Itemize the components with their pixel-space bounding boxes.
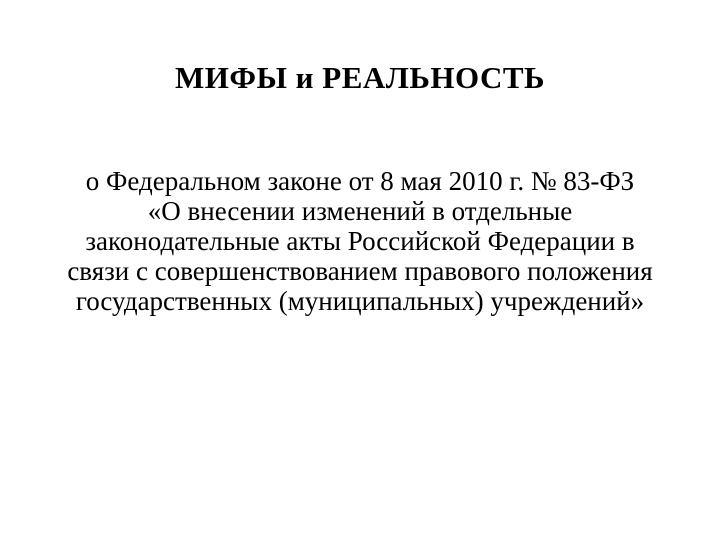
subtitle-line: о Федеральном законе от 8 мая 2010 г. № 83-ФЗ (85, 166, 635, 196)
subtitle-line: «О внесении изменений в отдельные (147, 196, 573, 226)
subtitle-line: связи с совершенствованием правового положения (67, 256, 653, 286)
slide-subtitle (6, 166, 714, 316)
slide-title: МИФЫ и РЕАЛЬНОСТЬ (174, 60, 546, 95)
subtitle-line: государственных (муниципальных) учреждений» (75, 286, 645, 316)
subtitle-line: законодательные акты Российской Федерации в (85, 226, 635, 256)
